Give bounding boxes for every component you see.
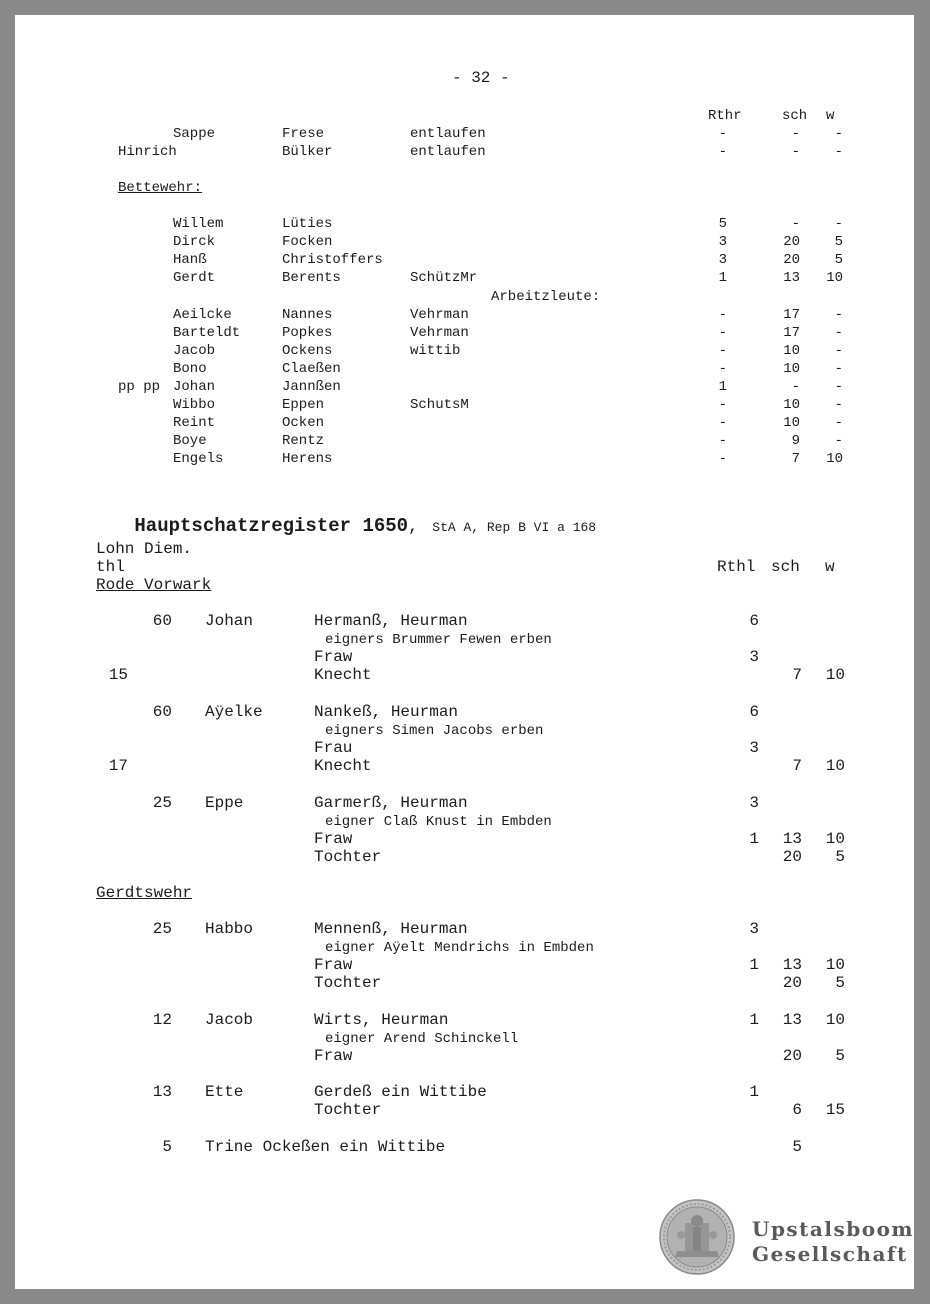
entry-text: Fraw	[314, 956, 353, 974]
owner-note: eigner Arend Schinckell	[325, 1031, 519, 1047]
value-rthr: -	[718, 325, 727, 341]
first-name: Reint	[173, 415, 216, 431]
value-sch: -	[791, 216, 800, 232]
value-w: 10	[825, 956, 845, 974]
value-rthr: -	[718, 126, 727, 142]
value-w: 5	[835, 974, 845, 992]
entry-text: Fraw	[314, 648, 353, 666]
first-name: Habbo	[205, 920, 254, 938]
first-name: Gerdt	[173, 270, 216, 286]
value-sch: 9	[791, 433, 800, 449]
value-rthr: 3	[718, 234, 727, 250]
first-name: Jacob	[205, 1011, 254, 1029]
first-name: Wibbo	[173, 397, 216, 413]
brand-line-1: Upstalsboom	[752, 1217, 914, 1241]
value-sch: 10	[783, 415, 800, 431]
value-rthr: 1	[718, 379, 727, 395]
value-sch: 20	[782, 1047, 802, 1065]
value-rthr: -	[718, 433, 727, 449]
entry-text: Knecht	[314, 666, 372, 684]
first-name: Sappe	[173, 126, 216, 142]
row-prefix: Hinrich	[118, 144, 177, 160]
value-w: 15	[825, 1101, 845, 1119]
first-name: Johan	[173, 379, 216, 395]
value-rthr: -	[718, 144, 727, 160]
owner-note: eigner Claß Knust in Embden	[325, 814, 552, 830]
value-rthr: -	[718, 307, 727, 323]
last-name: Berents	[282, 270, 341, 286]
value-w: -	[834, 126, 843, 142]
value-w: -	[834, 216, 843, 232]
entry-text: Hermanß, Heurman	[314, 612, 468, 630]
row-note: SchützMr	[410, 270, 478, 286]
value-w: -	[834, 397, 843, 413]
last-name: Christoffers	[282, 252, 383, 268]
first-name: Jacob	[173, 343, 216, 359]
entry-text: Knecht	[314, 757, 372, 775]
value-sch: 13	[783, 270, 800, 286]
last-name: Claeßen	[282, 361, 341, 377]
value-sch: 10	[783, 343, 800, 359]
value-sch: 7	[791, 451, 800, 467]
last-name: Bülker	[282, 144, 333, 160]
row-note: entlaufen	[410, 126, 486, 142]
value-lohn: 25	[152, 794, 172, 812]
section-heading-rode-vorwark: Rode Vorwark	[96, 576, 212, 594]
last-name: Jannßen	[282, 379, 341, 395]
entry-text: Fraw	[314, 830, 353, 848]
value-w: 5	[835, 1047, 845, 1065]
owner-note: eigners Brummer Fewen erben	[325, 632, 552, 648]
value-sch: 20	[783, 234, 800, 250]
first-name: Johan	[205, 612, 254, 630]
value-rthr: 5	[718, 216, 727, 232]
header-sch-2: sch	[771, 558, 800, 576]
value-w: -	[834, 144, 843, 160]
value-diem: 15	[108, 666, 128, 684]
value-sch: 5	[792, 1138, 802, 1156]
value-w: 5	[834, 234, 843, 250]
value-w: 10	[826, 451, 843, 467]
value-rthr: 3	[718, 252, 727, 268]
value-lohn: 5	[162, 1138, 172, 1156]
column-label-lohn-diem: Lohn Diem.	[96, 540, 193, 558]
last-name: Eppen	[282, 397, 325, 413]
last-name: Lüties	[282, 216, 333, 232]
value-rthl: 1	[749, 830, 759, 848]
value-rthr: -	[718, 343, 727, 359]
first-name: Trine Ockeßen ein Wittibe	[205, 1138, 446, 1156]
value-sch: -	[791, 126, 800, 142]
seal-logo-icon	[659, 1199, 735, 1275]
value-w: -	[834, 343, 843, 359]
value-rthr: -	[718, 451, 727, 467]
first-name: Boye	[173, 433, 207, 449]
value-rthl: 1	[749, 956, 759, 974]
value-rthl: 1	[749, 1011, 759, 1029]
value-sch: 10	[783, 361, 800, 377]
header-sch: sch	[782, 108, 808, 124]
value-sch: -	[791, 379, 800, 395]
entry-text: Wirts, Heurman	[314, 1011, 449, 1029]
owner-note: eigners Simen Jacobs erben	[325, 723, 544, 739]
value-sch: 7	[792, 666, 802, 684]
value-sch: -	[791, 144, 800, 160]
document-page	[15, 15, 914, 1289]
value-w: 10	[825, 1011, 845, 1029]
value-sch: 17	[783, 307, 800, 323]
value-sch: 20	[782, 848, 802, 866]
brand-name	[752, 1217, 914, 1267]
value-lohn: 60	[152, 703, 172, 721]
value-w: -	[834, 325, 843, 341]
section-heading-gerdtswehr: Gerdtswehr	[96, 884, 193, 902]
header-w: w	[826, 108, 835, 124]
first-name: Willem	[173, 216, 224, 232]
value-sch: 6	[792, 1101, 802, 1119]
first-name: Hanß	[173, 252, 207, 268]
section-heading-bettewehr: Bettewehr:	[118, 180, 203, 196]
value-w: 10	[825, 830, 845, 848]
value-rthl: 3	[749, 794, 759, 812]
row-note: Vehrman	[410, 325, 469, 341]
entry-text: Frau	[314, 739, 353, 757]
register-title: Hauptschatzregister 1650	[134, 515, 409, 537]
first-name: Dirck	[173, 234, 216, 250]
value-sch: 13	[782, 830, 802, 848]
row-note: wittib	[410, 343, 461, 359]
owner-note: eigner Aÿelt Mendrichs in Embden	[325, 940, 594, 956]
page-number: - 32 -	[452, 69, 510, 87]
last-name: Rentz	[282, 433, 325, 449]
header-w-2: w	[825, 558, 835, 576]
row-prefix: pp pp	[118, 379, 161, 395]
value-w: -	[834, 307, 843, 323]
value-lohn: 12	[152, 1011, 172, 1029]
value-w: -	[834, 379, 843, 395]
header-rthr: Rthr	[708, 108, 742, 124]
first-name: Engels	[173, 451, 224, 467]
value-w: -	[834, 415, 843, 431]
first-name: Aÿelke	[205, 703, 263, 721]
last-name: Focken	[282, 234, 333, 250]
value-rthr: -	[718, 397, 727, 413]
entry-text: Tochter	[314, 1101, 382, 1119]
last-name: Ockens	[282, 343, 333, 359]
value-rthl: 3	[749, 739, 759, 757]
value-w: 5	[834, 252, 843, 268]
first-name: Bono	[173, 361, 207, 377]
value-sch: 13	[782, 1011, 802, 1029]
value-lohn: 60	[152, 612, 172, 630]
value-sch: 17	[783, 325, 800, 341]
title-comma: ,	[408, 518, 419, 537]
value-lohn: 25	[152, 920, 172, 938]
value-rthr: -	[718, 361, 727, 377]
first-name: Ette	[205, 1083, 244, 1101]
last-name: Herens	[282, 451, 333, 467]
value-sch: 20	[783, 252, 800, 268]
value-w: -	[834, 361, 843, 377]
row-note: entlaufen	[410, 144, 486, 160]
entry-text: Mennenß, Heurman	[314, 920, 468, 938]
header-rthl: Rthl	[717, 558, 756, 576]
last-name: Ocken	[282, 415, 325, 431]
value-w: 10	[826, 270, 843, 286]
value-rthl: 3	[749, 648, 759, 666]
subheading-arbeitzleute: Arbeitzleute:	[491, 289, 601, 305]
value-diem: 17	[108, 757, 128, 775]
value-rthl: 6	[749, 703, 759, 721]
value-rthr: -	[718, 415, 727, 431]
first-name: Barteldt	[173, 325, 241, 341]
value-rthl: 3	[749, 920, 759, 938]
row-note: SchutsM	[410, 397, 469, 413]
first-name: Eppe	[205, 794, 244, 812]
entry-text: Garmerß, Heurman	[314, 794, 468, 812]
register-source: StA A, Rep B VI a 168	[432, 520, 597, 535]
first-name: Aeilcke	[173, 307, 232, 323]
value-rthl: 1	[749, 1083, 759, 1101]
value-w: -	[834, 433, 843, 449]
value-rthl: 6	[749, 612, 759, 630]
entry-text: Fraw	[314, 1047, 353, 1065]
value-sch: 7	[792, 757, 802, 775]
entry-text: Nankeß, Heurman	[314, 703, 459, 721]
last-name: Popkes	[282, 325, 333, 341]
entry-text: Gerdeß ein Wittibe	[314, 1083, 487, 1101]
value-sch: 10	[783, 397, 800, 413]
last-name: Frese	[282, 126, 325, 142]
brand-line-2: Gesellschaft	[752, 1242, 908, 1266]
row-note: Vehrman	[410, 307, 469, 323]
value-rthr: 1	[718, 270, 727, 286]
value-w: 10	[825, 757, 845, 775]
entry-text: Tochter	[314, 974, 382, 992]
column-label-thl: thl	[96, 558, 125, 576]
last-name: Nannes	[282, 307, 333, 323]
value-lohn: 13	[152, 1083, 172, 1101]
value-sch: 13	[782, 956, 802, 974]
value-w: 10	[825, 666, 845, 684]
value-sch: 20	[782, 974, 802, 992]
entry-text: Tochter	[314, 848, 382, 866]
value-w: 5	[835, 848, 845, 866]
